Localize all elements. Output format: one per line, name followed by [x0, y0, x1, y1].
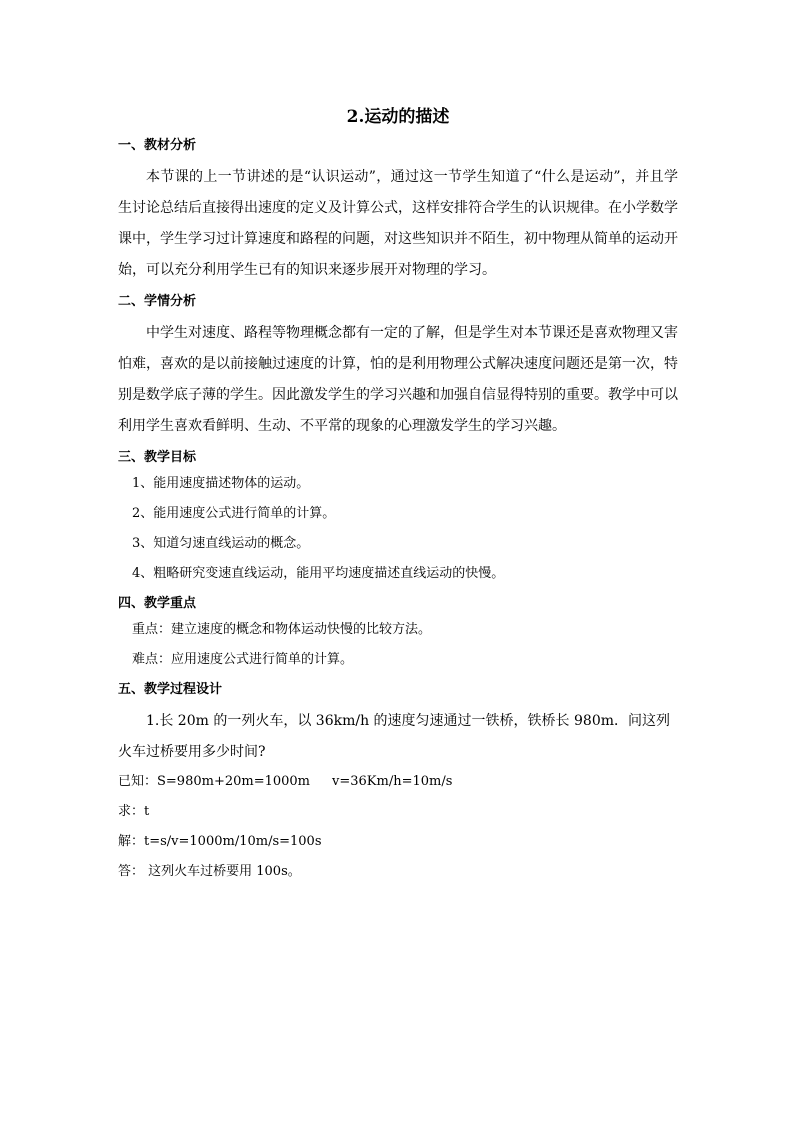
solution-known-speed: v=36Km/h=10m/s	[332, 774, 453, 789]
key-point-item: 重点：建立速度的概念和物体运动快慢的比较方法。	[132, 622, 432, 637]
student-analysis-paragraph: 中学生对速度、路程等物理概念都有一定的了解，但是学生对本节课还是喜欢物理又害怕难，喜欢的是以前接触过速度的计算，怕的是利用物理公式解决速度问题还是第一次，特别是数学底子薄的学生。因此激发学生的学习兴趣和加强自信显得特别的重要。教学中可以利用学生喜欢看鲜明、生动、不平常的现象的心理激发学生的学习兴趣。	[118, 325, 678, 434]
section-heading-student-analysis: 二、学情分析	[118, 294, 197, 309]
solution-solve: 解：t=s/v=1000m/10m/s=100s	[118, 834, 322, 849]
document-title: 2.运动的描述	[346, 107, 450, 127]
difficult-point-item: 难点：应用速度公式进行简单的计算。	[132, 652, 354, 667]
section-heading-teaching-process: 五、教学过程设计	[118, 682, 223, 697]
teaching-goal-item: 4、粗略研究变速直线运动，能用平均速度描述直线运动的快慢。	[132, 566, 505, 581]
solution-known-distance: 已知：S=980m+20m=1000m	[118, 774, 311, 789]
section-heading-teaching-goals: 三、教学目标	[118, 450, 197, 465]
teaching-goal-item: 2、能用速度公式进行简单的计算。	[132, 506, 336, 521]
document-page	[118, 104, 678, 892]
section-heading-textbook-analysis: 一、教材分析	[118, 138, 197, 153]
teaching-goal-item: 1、能用速度描述物体的运动。	[132, 476, 310, 491]
example-problem: 1.长 20m 的一列火车，以 36km/h 的速度匀速通过一铁桥，铁桥长 980m．问这列火车过桥要用多少时间?	[118, 713, 671, 760]
teaching-goal-item: 3、知道匀速直线运动的概念。	[132, 536, 310, 551]
textbook-analysis-paragraph: 本节课的上一节讲述的是“认识运动”，通过这一节学生知道了“什么是运动”，并且学生讨论总结后直接得出速度的定义及计算公式，这样安排符合学生的认识规律。在小学数学课中，学生学习过计算速度和路程的问题，对这些知识并不陌生，初中物理从简单的运动开始，可以充分利用学生已有的知识来逐步展开对物理的学习。	[118, 169, 678, 278]
solution-answer: 答： 这列火车过桥要用 100s。	[118, 864, 301, 879]
solution-known	[118, 772, 678, 792]
section-heading-key-points: 四、教学重点	[118, 596, 197, 611]
solution-ask: 求：t	[118, 804, 150, 819]
